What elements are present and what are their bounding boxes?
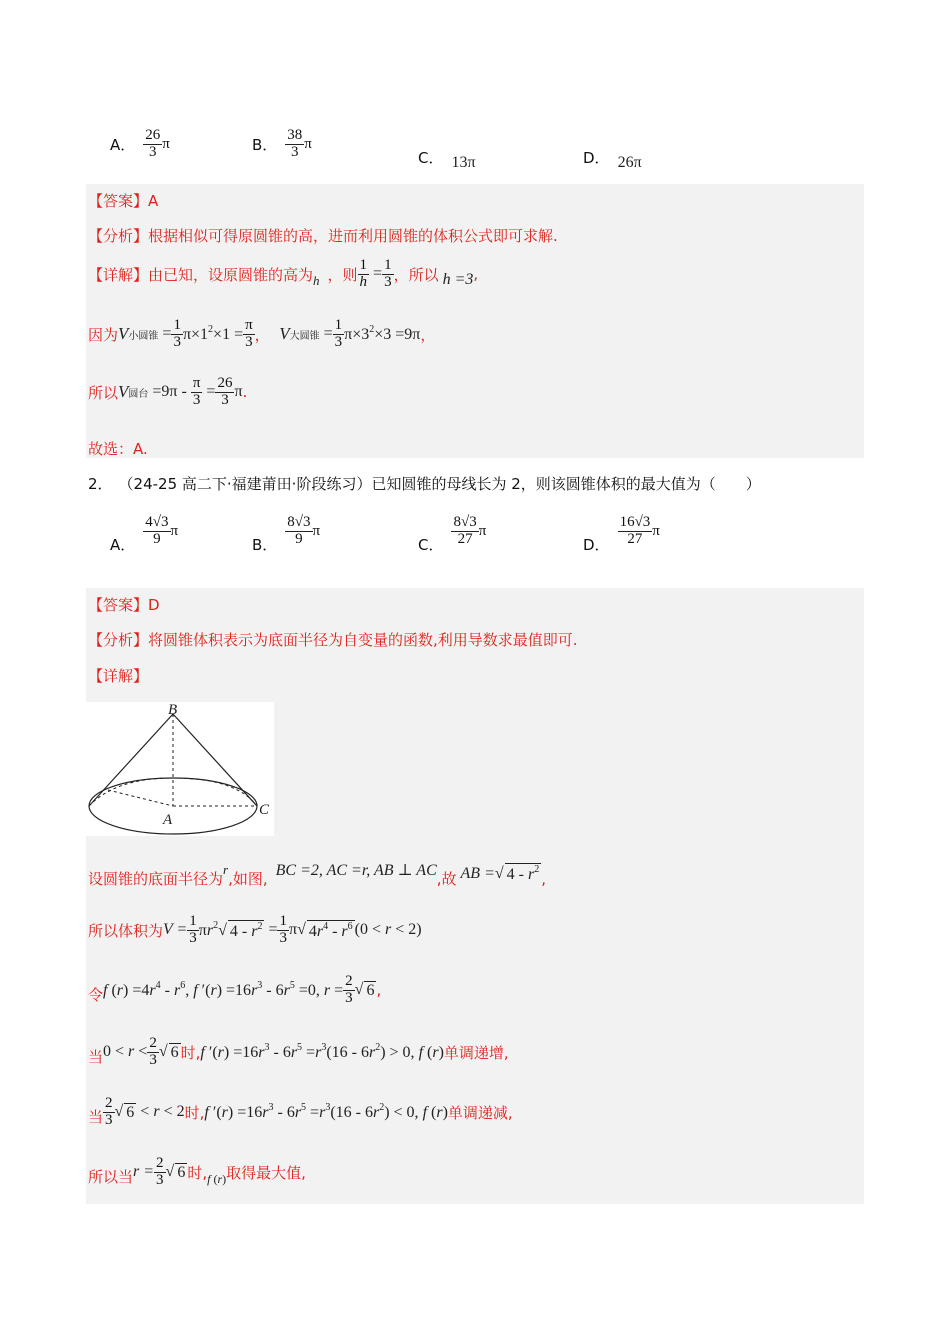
- q2-analysis-line: 【分析】 将圆锥体积表示为底面半径为自变量的函数,利用导数求最值即可.: [88, 631, 578, 649]
- q1-option-a: A． $\frac{26}{3}$ π: [110, 127, 170, 160]
- fraction: $\frac{1}{h}$: [359, 257, 368, 290]
- fraction: $\frac{26}{3}$: [145, 127, 161, 160]
- fraction: $\frac{2}{3}$: [156, 1155, 164, 1188]
- fraction: $\frac{1}{3}$: [279, 913, 287, 946]
- option-label: C．: [418, 536, 444, 554]
- option-label: A．: [110, 536, 136, 554]
- option-label: D．: [583, 148, 610, 167]
- cone-diagram: [86, 702, 274, 836]
- q1-option-c: C． 13π: [418, 148, 476, 171]
- q2-line-6: 所以当 r = $\frac{2}{3}$ √ 6 时, f (r) 取得最大值,: [88, 1155, 306, 1188]
- fraction: $\frac{16√3}{27}$: [619, 514, 651, 547]
- fraction: $\frac{\pi}{3}$: [192, 375, 201, 408]
- fraction: $\frac{1}{3}$: [189, 913, 197, 946]
- label-c: C: [259, 802, 270, 818]
- option-label: D．: [583, 536, 610, 554]
- option-label: B．: [252, 135, 278, 154]
- q2-detail-tag: 【详解】: [88, 667, 149, 685]
- q2-line-2: 所以体积为 V = $\frac{1}{3}$ $\pi r^2√$ $4 - r^2$ = $\frac{1}{3}$ π√ $4r^4 - r^6$ (0 < r < 2): [88, 913, 422, 946]
- fraction: $\frac{26}{3}$: [217, 375, 233, 408]
- q1-choice-line: 故选：A.: [88, 440, 148, 458]
- fraction: $\frac{2}{3}$: [105, 1095, 113, 1128]
- q2-option-c: C． $\frac{8√3}{27}$ π: [418, 514, 487, 554]
- q1-answer-line: 【答案】 A: [88, 191, 159, 210]
- label-b: B: [168, 702, 178, 718]
- q2-option-a: A． $\frac{4√3}{9}$ π: [110, 514, 179, 554]
- fraction: $\frac{1}{3}$: [173, 317, 181, 350]
- q2-line-5: 当 $\frac{2}{3}$ √ 6 < r < 2 时, f $'(r) =16r^3 - 6r^5 =r^3(16 - 6r^2) < 0$, f (r) 单调递减,: [88, 1095, 513, 1128]
- fraction: $\frac{1}{3}$: [334, 317, 343, 350]
- option-label: C．: [418, 148, 444, 167]
- q2-option-b: B． $\frac{8√3}{9}$ π: [252, 514, 321, 554]
- q2-answer-line: 【答案】 D: [88, 595, 160, 614]
- cone-figure: [86, 702, 274, 836]
- fraction: $\frac{8√3}{9}$: [287, 514, 311, 547]
- q1-frustum-line: 所以 V 圆台 =9π - $\frac{\pi}{3}$ = $\frac{26}{3}$ π .: [88, 375, 248, 408]
- fraction: $\frac{\pi}{3}$: [245, 317, 253, 350]
- q1-volume-line: 因为 V 小圆锥 = $\frac{1}{3}$ $\pi\times 1^2\times 1$ = $\frac{\pi}{3}$ ， V 大圆锥 = $\frac{1}{3}$ $\pi\times 3^2\times 3 =9\pi$ ，: [88, 317, 436, 350]
- q1-analysis-line: 【分析】 根据相似可得原圆锥的高，进而利用圆锥的体积公式即可求解.: [88, 227, 558, 245]
- q1-option-b: B． $\frac{38}{3}$ π: [252, 127, 312, 160]
- fraction: $\frac{1}{3}$: [384, 257, 392, 290]
- label-a: A: [163, 812, 173, 828]
- q2-option-d: D． $\frac{16√3}{27}$ π: [583, 514, 660, 554]
- option-label: B．: [252, 536, 278, 554]
- fraction: $\frac{2}{3}$: [149, 1035, 157, 1068]
- q2-stem: 2． （24-25 高二下·福建莆田·阶段练习） 已知圆锥的母线长为 2，则该圆锥体积的最大值为（ ）: [88, 475, 761, 493]
- q2-line-1: 设圆锥的底面半径为 r ,如图, BC =2, AC =r, AB ⊥ AC ,故 AB = √ $4 - r^2$ ,: [88, 861, 546, 888]
- fraction: $\frac{8√3}{27}$: [453, 514, 477, 547]
- q2-line-3: 令 f $(r) =4r^4 - r^6$, f $'(r) =16r^3 - 6r^5 =0$, r = $\frac{2}{3}$ √ 6 ,: [88, 973, 382, 1006]
- option-label: A．: [110, 135, 136, 154]
- fraction: $\frac{2}{3}$: [345, 973, 353, 1006]
- q1-detail-line: 【详解】 由已知，设原圆锥的高为 h ，则 $\frac{1}{h}$ = $\frac{1}{3}$ ，所以 h =3 ,: [88, 257, 479, 290]
- fraction: $\frac{38}{3}$: [287, 127, 303, 160]
- q2-line-4: 当 0 < r < $\frac{2}{3}$ √ 6 时, f $'(r) =16r^3 - 6r^5 =r^3(16 - 6r^2) > 0$, f (r) 单调递增,: [88, 1035, 509, 1068]
- q1-option-d: D． 26π: [583, 148, 642, 171]
- fraction: $\frac{4√3}{9}$: [145, 514, 169, 547]
